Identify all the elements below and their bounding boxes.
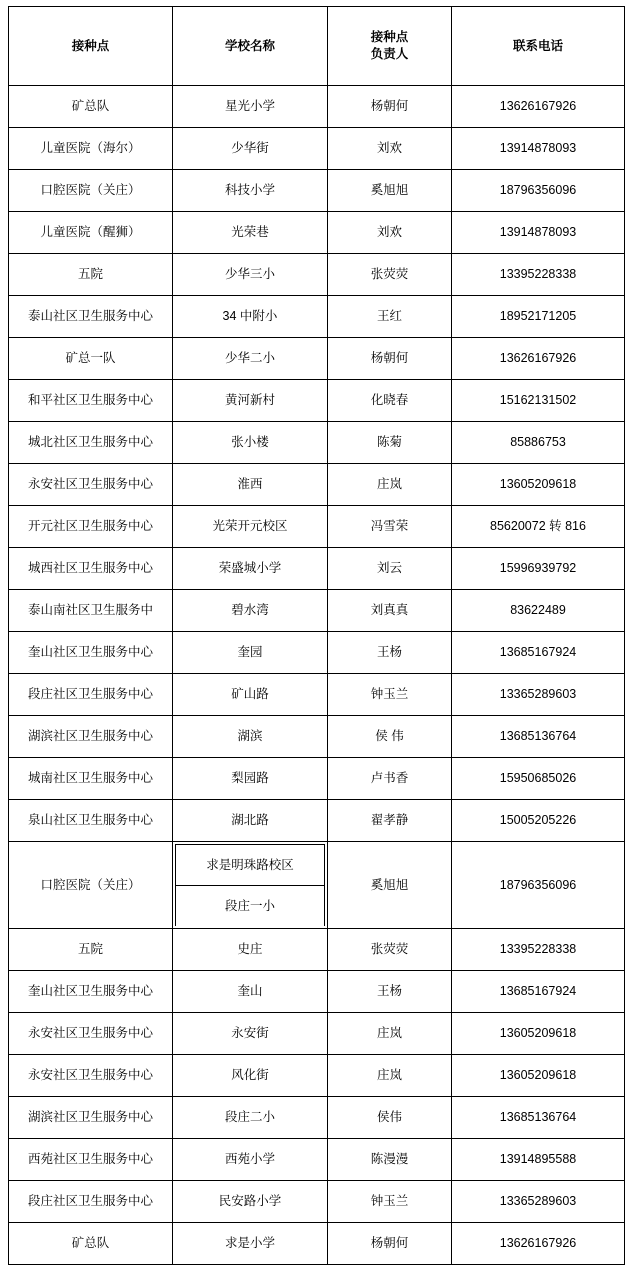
cell-school: 风化街 bbox=[173, 1055, 328, 1097]
cell-person: 王红 bbox=[328, 296, 452, 338]
cell-phone: 85886753 bbox=[452, 422, 625, 464]
cell-phone: 18796356096 bbox=[452, 842, 625, 929]
cell-site: 永安社区卫生服务中心 bbox=[9, 464, 173, 506]
cell-site: 奎山社区卫生服务中心 bbox=[9, 632, 173, 674]
cell-person: 化晓春 bbox=[328, 380, 452, 422]
table-row bbox=[9, 1181, 625, 1223]
column-header-school bbox=[173, 7, 328, 86]
cell-person: 庄岚 bbox=[328, 1013, 452, 1055]
cell-person: 陈菊 bbox=[328, 422, 452, 464]
cell-site: 矿总一队 bbox=[9, 338, 173, 380]
cell-school: 张小楼 bbox=[173, 422, 328, 464]
cell-school: 星光小学 bbox=[173, 86, 328, 128]
cell-site: 段庄社区卫生服务中心 bbox=[9, 1181, 173, 1223]
cell-phone: 13685136764 bbox=[452, 716, 625, 758]
cell-site: 矿总队 bbox=[9, 86, 173, 128]
table-row bbox=[9, 1097, 625, 1139]
column-header-phone bbox=[452, 7, 625, 86]
cell-person: 庄岚 bbox=[328, 464, 452, 506]
cell-site: 奎山社区卫生服务中心 bbox=[9, 971, 173, 1013]
table-row bbox=[9, 971, 625, 1013]
cell-school: 黄河新村 bbox=[173, 380, 328, 422]
cell-phone: 18796356096 bbox=[452, 170, 625, 212]
cell-person: 刘云 bbox=[328, 548, 452, 590]
cell-school: 西苑小学 bbox=[173, 1139, 328, 1181]
cell-site: 儿童医院（醒狮） bbox=[9, 212, 173, 254]
cell-school: 碧水湾 bbox=[173, 590, 328, 632]
cell-school: 淮西 bbox=[173, 464, 328, 506]
table-row bbox=[9, 296, 625, 338]
cell-phone: 13395228338 bbox=[452, 929, 625, 971]
table-row bbox=[9, 929, 625, 971]
cell-site: 城北社区卫生服务中心 bbox=[9, 422, 173, 464]
column-header-site-line1: 接种点 bbox=[71, 38, 110, 53]
cell-phone: 85620072 转 816 bbox=[452, 506, 625, 548]
cell-phone: 13626167926 bbox=[452, 338, 625, 380]
cell-school bbox=[173, 842, 328, 929]
cell-phone: 83622489 bbox=[452, 590, 625, 632]
cell-person: 侯伟 bbox=[328, 1097, 452, 1139]
table-row bbox=[9, 800, 625, 842]
cell-school: 奎山 bbox=[173, 971, 328, 1013]
cell-phone: 13914878093 bbox=[452, 212, 625, 254]
table-row bbox=[9, 758, 625, 800]
cell-person: 卢书香 bbox=[328, 758, 452, 800]
cell-school-sub: 段庄一小 bbox=[176, 886, 325, 927]
cell-site: 口腔医院（关庄） bbox=[9, 842, 173, 929]
table-row bbox=[9, 1013, 625, 1055]
table-row bbox=[9, 1223, 625, 1265]
table-header bbox=[9, 7, 625, 86]
cell-school-sub: 求是明珠路校区 bbox=[176, 845, 325, 886]
cell-site: 五院 bbox=[9, 254, 173, 296]
cell-school: 少华三小 bbox=[173, 254, 328, 296]
table-row bbox=[9, 212, 625, 254]
cell-site: 湖滨社区卫生服务中心 bbox=[9, 1097, 173, 1139]
cell-person: 王杨 bbox=[328, 971, 452, 1013]
cell-site: 永安社区卫生服务中心 bbox=[9, 1013, 173, 1055]
cell-phone: 13605209618 bbox=[452, 1013, 625, 1055]
cell-school: 湖滨 bbox=[173, 716, 328, 758]
cell-site: 矿总队 bbox=[9, 1223, 173, 1265]
cell-phone: 15950685026 bbox=[452, 758, 625, 800]
cell-site: 泉山社区卫生服务中心 bbox=[9, 800, 173, 842]
cell-person: 杨朝何 bbox=[328, 338, 452, 380]
table-header-row bbox=[9, 7, 625, 86]
cell-site: 儿童医院（海尔） bbox=[9, 128, 173, 170]
cell-person: 刘欢 bbox=[328, 128, 452, 170]
column-header-person-line1: 接种点 bbox=[370, 30, 409, 45]
cell-person: 侯 伟 bbox=[328, 716, 452, 758]
cell-phone: 15996939792 bbox=[452, 548, 625, 590]
cell-site: 口腔医院（关庄） bbox=[9, 170, 173, 212]
cell-school: 光荣开元校区 bbox=[173, 506, 328, 548]
cell-person: 冯雪荣 bbox=[328, 506, 452, 548]
cell-phone: 13605209618 bbox=[452, 1055, 625, 1097]
cell-site: 西苑社区卫生服务中心 bbox=[9, 1139, 173, 1181]
cell-school: 奎园 bbox=[173, 632, 328, 674]
cell-school: 34 中附小 bbox=[173, 296, 328, 338]
cell-site: 开元社区卫生服务中心 bbox=[9, 506, 173, 548]
cell-site: 永安社区卫生服务中心 bbox=[9, 1055, 173, 1097]
cell-person: 翟孝静 bbox=[328, 800, 452, 842]
cell-phone: 15162131502 bbox=[452, 380, 625, 422]
vaccination-sites-table bbox=[8, 6, 625, 1265]
cell-school: 史庄 bbox=[173, 929, 328, 971]
table-row bbox=[9, 590, 625, 632]
cell-school: 湖北路 bbox=[173, 800, 328, 842]
cell-phone: 15005205226 bbox=[452, 800, 625, 842]
cell-site: 城西社区卫生服务中心 bbox=[9, 548, 173, 590]
column-header-school-line1: 学校名称 bbox=[224, 38, 275, 53]
cell-school: 求是小学 bbox=[173, 1223, 328, 1265]
table-body bbox=[9, 86, 625, 1265]
table-row bbox=[9, 464, 625, 506]
cell-site: 泰山南社区卫生服务中 bbox=[9, 590, 173, 632]
cell-phone: 13626167926 bbox=[452, 86, 625, 128]
table-row bbox=[9, 338, 625, 380]
cell-school: 少华二小 bbox=[173, 338, 328, 380]
table-row bbox=[9, 1139, 625, 1181]
cell-school: 矿山路 bbox=[173, 674, 328, 716]
cell-school: 荣盛城小学 bbox=[173, 548, 328, 590]
cell-person: 陈漫漫 bbox=[328, 1139, 452, 1181]
table-row bbox=[9, 422, 625, 464]
table-row bbox=[9, 86, 625, 128]
cell-person: 钟玉兰 bbox=[328, 674, 452, 716]
cell-phone: 13365289603 bbox=[452, 1181, 625, 1223]
cell-person: 张荧荧 bbox=[328, 254, 452, 296]
table-row bbox=[9, 170, 625, 212]
cell-phone: 13395228338 bbox=[452, 254, 625, 296]
cell-site: 段庄社区卫生服务中心 bbox=[9, 674, 173, 716]
table-row bbox=[9, 1055, 625, 1097]
cell-person: 刘真真 bbox=[328, 590, 452, 632]
cell-phone: 13914895588 bbox=[452, 1139, 625, 1181]
cell-school: 永安街 bbox=[173, 1013, 328, 1055]
cell-site: 城南社区卫生服务中心 bbox=[9, 758, 173, 800]
cell-person: 王杨 bbox=[328, 632, 452, 674]
table-row bbox=[9, 716, 625, 758]
cell-person: 奚旭旭 bbox=[328, 170, 452, 212]
cell-school: 民安路小学 bbox=[173, 1181, 328, 1223]
table-row bbox=[9, 548, 625, 590]
cell-school: 光荣巷 bbox=[173, 212, 328, 254]
cell-person: 张荧荧 bbox=[328, 929, 452, 971]
cell-person: 刘欢 bbox=[328, 212, 452, 254]
cell-site: 五院 bbox=[9, 929, 173, 971]
column-header-person bbox=[328, 7, 452, 86]
column-header-site bbox=[9, 7, 173, 86]
cell-site: 湖滨社区卫生服务中心 bbox=[9, 716, 173, 758]
cell-site: 和平社区卫生服务中心 bbox=[9, 380, 173, 422]
cell-school: 段庄二小 bbox=[173, 1097, 328, 1139]
cell-phone: 13685136764 bbox=[452, 1097, 625, 1139]
table-row bbox=[9, 632, 625, 674]
table-row bbox=[9, 842, 625, 929]
cell-phone: 18952171205 bbox=[452, 296, 625, 338]
cell-school: 少华街 bbox=[173, 128, 328, 170]
cell-person: 钟玉兰 bbox=[328, 1181, 452, 1223]
cell-person: 杨朝何 bbox=[328, 1223, 452, 1265]
cell-phone: 13685167924 bbox=[452, 971, 625, 1013]
cell-phone: 13914878093 bbox=[452, 128, 625, 170]
table-row bbox=[9, 506, 625, 548]
cell-person: 奚旭旭 bbox=[328, 842, 452, 929]
table-row bbox=[9, 380, 625, 422]
cell-school: 梨园路 bbox=[173, 758, 328, 800]
table-row bbox=[9, 254, 625, 296]
column-header-person-line2: 负责人 bbox=[370, 47, 409, 61]
cell-person: 庄岚 bbox=[328, 1055, 452, 1097]
table-row bbox=[9, 674, 625, 716]
cell-phone: 13685167924 bbox=[452, 632, 625, 674]
table-row bbox=[9, 128, 625, 170]
cell-phone: 13626167926 bbox=[452, 1223, 625, 1265]
cell-school: 科技小学 bbox=[173, 170, 328, 212]
column-header-phone-line1: 联系电话 bbox=[512, 38, 563, 53]
cell-phone: 13365289603 bbox=[452, 674, 625, 716]
cell-phone: 13605209618 bbox=[452, 464, 625, 506]
cell-person: 杨朝何 bbox=[328, 86, 452, 128]
cell-site: 泰山社区卫生服务中心 bbox=[9, 296, 173, 338]
